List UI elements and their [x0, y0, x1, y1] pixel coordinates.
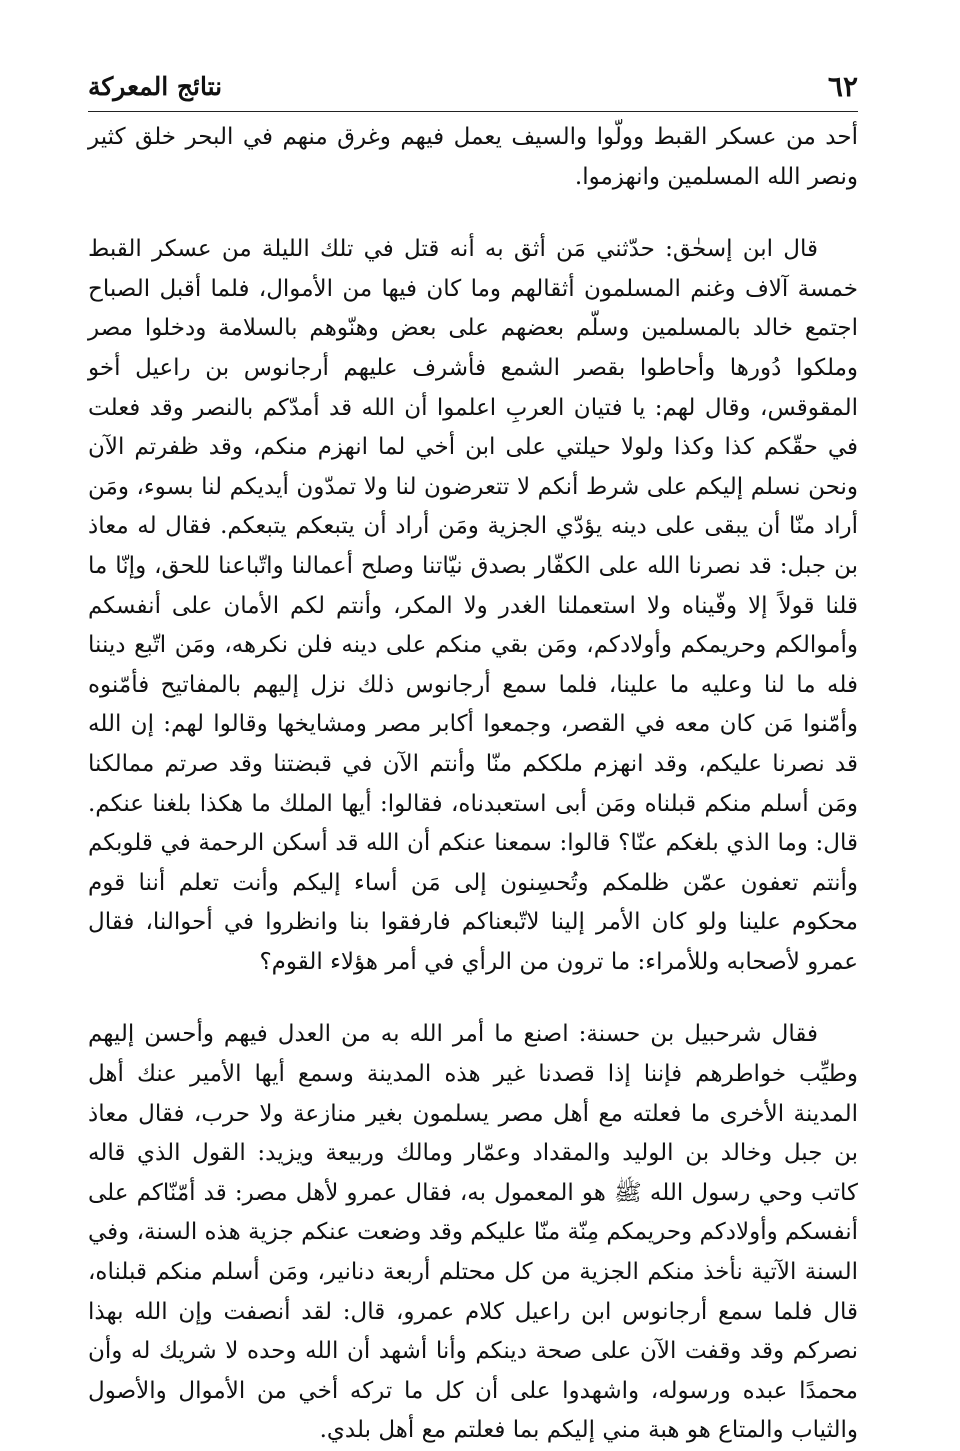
paragraph-gap [88, 982, 858, 1015]
page-number: ٦٢ [827, 70, 858, 103]
header-divider [88, 111, 858, 112]
body-text [88, 118, 858, 1451]
paragraph-3: فقال شرحبيل بن حسنة: اصنع ما أمر الله به من العدل فيهم وأحسن إليهم وطيِّب خواطرهم فإننا إذا قصدنا غير هذه المدينة وسمع أيها الأمير عنك أهل المدينة الأخرى ما فعلته مع أهل مصر يسلمون بغير منازعة ولا حرب، فقال معاذ بن جبل وخالد بن الوليد والمقداد وعمّار ومالك وربيعة ويزيد: القول الذي قاله كاتب وحي رسول الله ﷺ هو المعمول به، فقال عمرو لأهل مصر: قد أمّنّاكم على أنفسكم وأولادكم وحريمكم مِنّة منّا عليكم وقد وضعت عنكم جزية هذه السنة، وفي السنة الآتية نأخذ منكم الجزية من كل محتلم أربعة دنانير، ومَن أسلم منكم قبلناه، قال فلما سمع أرجانوس ابن راعيل كلام عمرو، قال: لقد أنصفت وإن الله بهذا نصركم وقد وقفت الآن على صحة دينكم وأنا أشهد أن الله وحده لا شريك له وأن محمدًا عبده ورسوله، واشهدوا على أن كل ما تركه أخي من الأموال والأصول والثياب والمتاع هو هبة مني إليكم بما فعلتم مع أهل بلدي. [88, 1021, 858, 1444]
paragraph-1: أحد من عسكر القبط وولّوا والسيف يعمل فيهم وغرق منهم في البحر خلق كثير ونصر الله المسلمين وانهزموا. [88, 124, 858, 190]
paragraph-gap [88, 197, 858, 230]
paragraph-2: قال ابن إسحٰق: حدّثني مَن أثق به أنه قتل في تلك الليلة من عسكر القبط خمسة آلاف وغنم المسلمون أثقالهم وما كان فيها من الأموال، فلما أقبل الصباح اجتمع خالد بالمسلمين وسلّم بعضهم على بعض وهنّوهم بالسلامة ودخلوا مصر وملكوا دُورها وأحاطوا بقصر الشمع فأشرف عليهم أرجانوس بن راعيل أخو المقوقس، وقال لهم: يا فتيان العربِ اعلموا أن الله قد أمدّكم بالنصر وقد فعلت في حقّكم كذا وكذا ولولا حيلتي على ابن أخي لما انهزم منكم، وقد ظفرتم الآن ونحن نسلم إليكم على شرط أنكم لا تتعرضون لنا ولا تمدّون أيديكم لنا بسوء، ومَن أراد منّا أن يبقى على دينه يؤدّي الجزية ومَن أراد أن يتبعكم يتبعكم. فقال له معاذ بن جبل: قد نصرنا الله على الكفّار بصدق نيّاتنا وصلح أعمالنا واتّباعنا للحق، وإنّا ما قلنا قولاً إلا وفّيناه ولا استعملنا الغدر ولا المكر، وأنتم لكم الأمان على أنفسكم وأموالكم وحريمكم وأولادكم، ومَن بقي منكم على دينه فلن نكرهه، ومَن اتّبع ديننا فله ما لنا وعليه ما علينا، فلما سمع أرجانوس ذلك نزل إليهم بالمفاتيح فأمّنوه وأمّنوا مَن كان معه في القصر، وجمعوا أكابر مصر ومشايخها وقالوا لهم: إن الله قد نصرنا عليكم، وقد انهزم ملككم منّا وأنتم الآن في قبضتنا وقد صرتم ممالكنا ومَن أسلم منكم قبلناه ومَن أبى استعبدناه، فقالوا: أيها الملك ما هكذا بلغنا عنكم. قال: وما الذي بلغكم عنّا؟ قالوا: سمعنا عنكم أن الله قد أسكن الرحمة في قلوبكم وأنتم تعفون عمّن ظلمكم وتُحسِنون إلى مَن أساء إليكم وأنت تعلم أننا قوم محكوم علينا ولو كان الأمر إلينا لاتّبعناكم فارفقوا بنا وانظروا في أحوالنا، فقال عمرو لأصحابه وللأمراء: ما ترون من الرأي في أمر هؤلاء القوم؟ [88, 236, 858, 975]
running-title: نتائج المعركة [88, 72, 223, 101]
page-header [88, 68, 858, 108]
